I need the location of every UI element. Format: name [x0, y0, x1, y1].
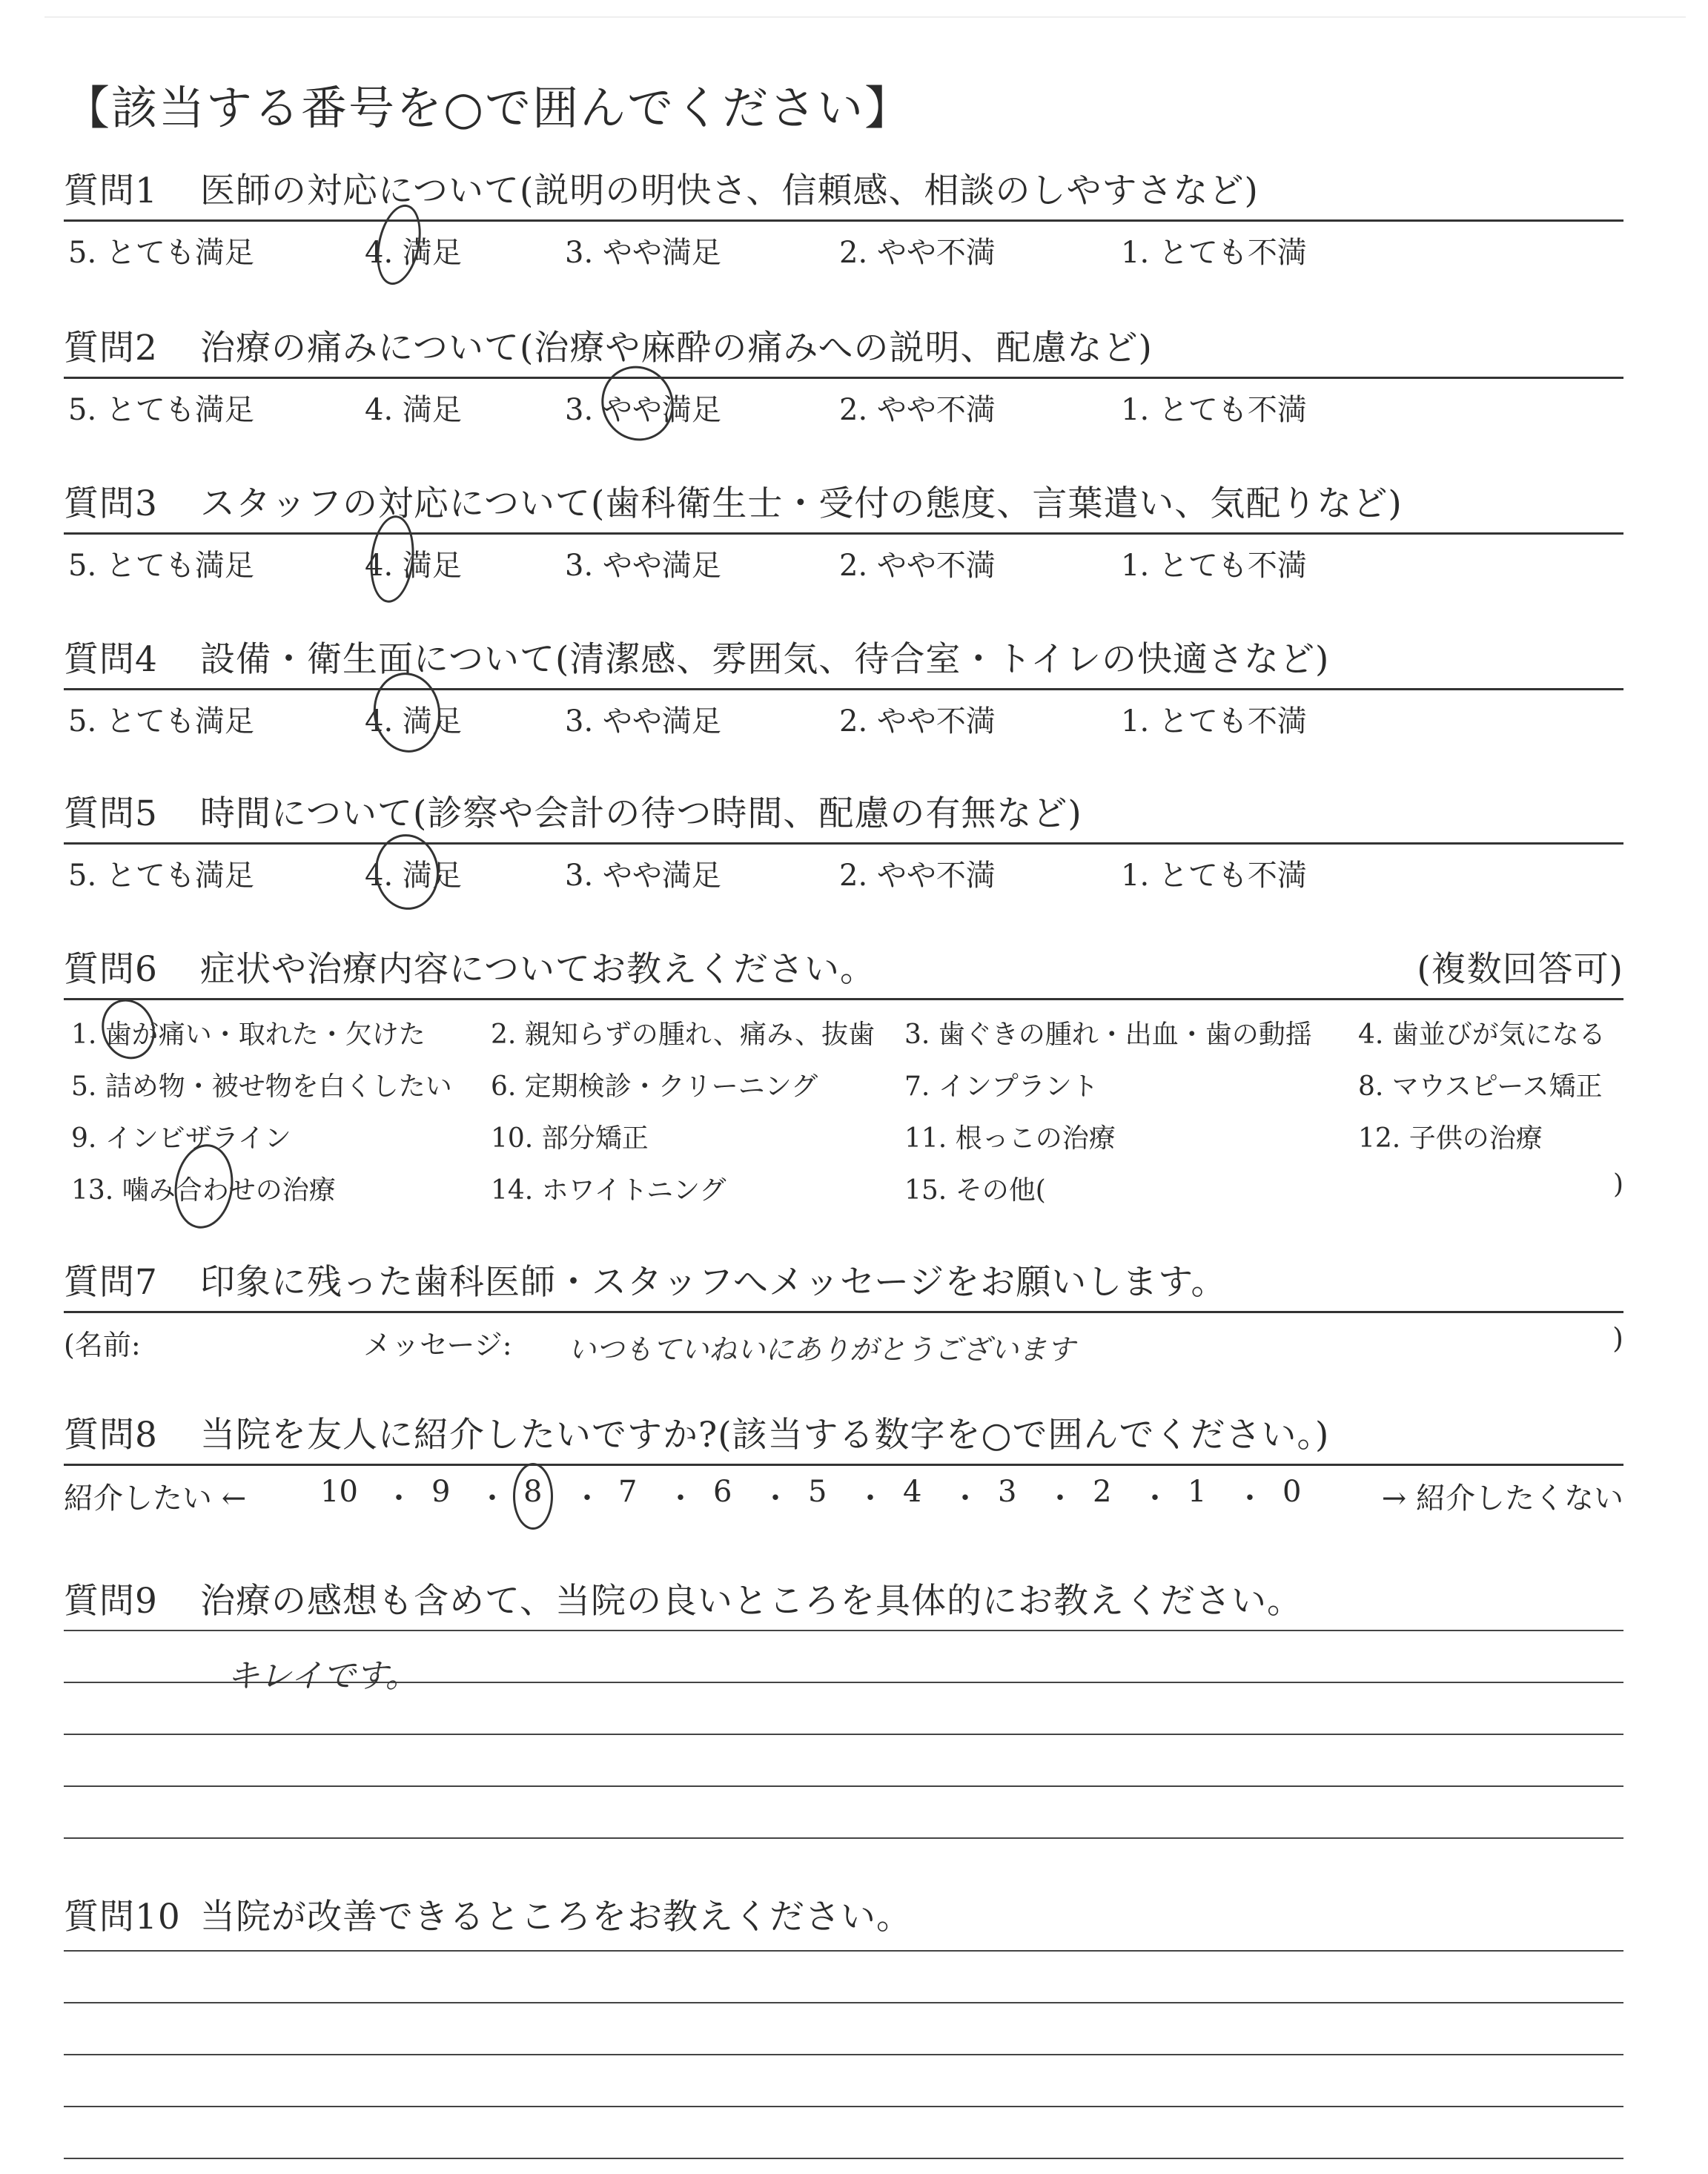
question-6-options [64, 1008, 1623, 1223]
answer-line [64, 2054, 1623, 2106]
question-6-text: 症状や治療内容についてお教えください。 [200, 949, 876, 990]
scale-dot: ・ [477, 1481, 507, 1516]
option-5[interactable]: 5. とても満足 [68, 859, 254, 893]
option-3[interactable]: 3. やや満足 [565, 236, 721, 270]
option-15-other[interactable]: 15. その他( [904, 1175, 1046, 1206]
answer-lines [64, 1950, 1623, 2174]
option-5[interactable]: 5. とても満足 [68, 236, 254, 270]
multiple-answers-note: (複数回答可) [1417, 949, 1623, 990]
question-4-text: 設備・衛生面について(清潔感、雰囲気、待合室・トイレの快適さなど) [200, 639, 1330, 680]
option-13-bite[interactable]: 13. 噛み合わせの治療 [71, 1175, 336, 1206]
question-10-label: 質問10 [64, 1897, 181, 1937]
option-4[interactable]: 4. 満足 [365, 549, 462, 583]
answer-line [64, 1785, 1623, 1837]
divider [64, 377, 1623, 379]
scale-1[interactable]: 1 [1188, 1475, 1207, 1509]
option-4[interactable]: 4. 満足 [365, 236, 462, 270]
scale-dot: ・ [1140, 1481, 1170, 1516]
question-2-text: 治療の痛みについて(治療や麻酔の痛みへの説明、配慮など) [200, 328, 1153, 369]
option-1[interactable]: 1. とても不満 [1121, 704, 1307, 739]
question-2-options [64, 386, 1623, 431]
answer-line [64, 1837, 1623, 1889]
scale-dot: ・ [572, 1481, 602, 1516]
question-4 [64, 638, 1623, 742]
scale-dot: ・ [950, 1481, 980, 1516]
question-9-text: 治療の感想も含めて、当院の良いところを具体的にお教えください。 [200, 1581, 1303, 1622]
scale-4[interactable]: 4 [903, 1475, 922, 1509]
question-6 [64, 948, 1623, 1223]
option-3[interactable]: 3. やや満足 [565, 393, 721, 427]
question-4-label: 質問4 [64, 639, 158, 680]
question-7 [64, 1261, 1623, 1374]
message-close-paren: ) [1612, 1322, 1623, 1355]
question-1 [64, 169, 1623, 274]
question-5-options [64, 852, 1623, 896]
question-5-text: 時間について(診察や会計の待つ時間、配慮の有無など) [200, 793, 1082, 834]
option-5[interactable]: 5. とても満足 [68, 549, 254, 583]
option-3-gums[interactable]: 3. 歯ぐきの腫れ・出血・歯の動揺 [904, 1020, 1312, 1050]
scale-left-label: 紹介したい ← [64, 1481, 247, 1516]
option-3[interactable]: 3. やや満足 [565, 704, 721, 739]
option-2[interactable]: 2. やや不満 [839, 859, 996, 893]
question-6-label: 質問6 [64, 949, 158, 990]
question-1-options [64, 229, 1623, 274]
question-8 [64, 1413, 1623, 1519]
option-2[interactable]: 2. やや不満 [839, 704, 996, 739]
option-9-invisalign[interactable]: 9. インビザライン [71, 1123, 291, 1154]
scale-10[interactable]: 10 [320, 1475, 358, 1509]
question-8-text: 当院を友人に紹介したいですか?(該当する数字を○で囲んでください。) [200, 1415, 1330, 1456]
scale-dot: ・ [1045, 1481, 1075, 1516]
message-row [64, 1322, 1623, 1374]
scale-6[interactable]: 6 [713, 1475, 732, 1509]
question-10 [64, 1895, 1623, 2174]
question-4-options [64, 698, 1623, 742]
scale-dot: ・ [761, 1481, 790, 1516]
option-3[interactable]: 3. やや満足 [565, 859, 721, 893]
selection-circle-mark [370, 200, 428, 288]
option-1[interactable]: 1. とても不満 [1121, 859, 1307, 893]
option-8-mouthpiece[interactable]: 8. マウスピース矯正 [1358, 1071, 1603, 1102]
option-5-white-fillings[interactable]: 5. 詰め物・被せ物を白くしたい [71, 1071, 452, 1102]
form-title: 【該当する番号を○で囲んでください】 [64, 81, 913, 135]
option-2[interactable]: 2. やや不満 [839, 549, 996, 583]
answer-line [64, 1950, 1623, 2002]
option-4[interactable]: 4. 満足 [365, 704, 462, 739]
option-7-implant[interactable]: 7. インプラント [904, 1071, 1099, 1102]
scale-dot: ・ [384, 1481, 414, 1516]
question-1-text: 医師の対応について(説明の明快さ、信頼感、相談のしやすさなど) [200, 171, 1259, 211]
question-9-label: 質問9 [64, 1581, 158, 1622]
option-4[interactable]: 4. 満足 [365, 859, 462, 893]
option-2-wisdom-teeth[interactable]: 2. 親知らずの腫れ、痛み、抜歯 [491, 1020, 875, 1050]
scale-right-label: → 紹介したくない [1381, 1481, 1623, 1516]
scale-dot: ・ [855, 1481, 885, 1516]
message-handwritten[interactable]: いつもていねいにありがとうございます [568, 1333, 1076, 1366]
question-3-text: スタッフの対応について(歯科衛生士・受付の態度、言葉遣い、気配りなど) [200, 483, 1403, 524]
option-2[interactable]: 2. やや不満 [839, 236, 996, 270]
top-edge-line [44, 16, 1686, 18]
divider [64, 1311, 1623, 1313]
option-1[interactable]: 1. とても不満 [1121, 549, 1307, 583]
scale-5[interactable]: 5 [808, 1475, 827, 1509]
selection-circle-mark [93, 992, 163, 1067]
question-7-text: 印象に残った歯科医師・スタッフへメッセージをお願いします。 [200, 1262, 1227, 1303]
question-1-label: 質問1 [64, 171, 158, 211]
recommend-scale [64, 1475, 1623, 1519]
question-7-label: 質問7 [64, 1262, 158, 1303]
scale-7[interactable]: 7 [618, 1475, 638, 1509]
selection-circle-mark [366, 513, 418, 604]
option-11-root-canal[interactable]: 11. 根っこの治療 [904, 1123, 1116, 1154]
option-3[interactable]: 3. やや満足 [565, 549, 721, 583]
message-label: メッセージ: [363, 1329, 512, 1361]
answer-line [64, 2106, 1623, 2158]
option-4-alignment[interactable]: 4. 歯並びが気になる [1358, 1020, 1606, 1050]
scale-0[interactable]: 0 [1282, 1475, 1302, 1509]
divider [64, 219, 1623, 222]
question-3 [64, 482, 1623, 587]
other-close-paren: ) [1612, 1169, 1623, 1200]
answer-line [64, 2002, 1623, 2054]
scale-2[interactable]: 2 [1093, 1475, 1112, 1509]
option-6-checkup-cleaning[interactable]: 6. 定期検診・クリーニング [491, 1071, 818, 1102]
scale-3[interactable]: 3 [998, 1475, 1017, 1509]
answer-handwritten[interactable]: キレイです。 [227, 1657, 418, 1695]
option-5[interactable]: 5. とても満足 [68, 704, 254, 739]
option-1[interactable]: 1. とても不満 [1121, 236, 1307, 270]
option-10-partial-ortho[interactable]: 10. 部分矯正 [491, 1123, 649, 1154]
selection-circle-mark [513, 1463, 553, 1530]
option-5[interactable]: 5. とても満足 [68, 393, 254, 427]
question-2-label: 質問2 [64, 328, 158, 369]
scale-dot: ・ [1235, 1481, 1265, 1516]
option-4[interactable]: 4. 満足 [365, 393, 462, 427]
answer-line [64, 2158, 1623, 2174]
option-14-whitening[interactable]: 14. ホワイトニング [491, 1175, 726, 1206]
name-label: (名前: [64, 1329, 141, 1361]
option-12-pediatric[interactable]: 12. 子供の治療 [1358, 1123, 1543, 1154]
divider [64, 688, 1623, 690]
question-5 [64, 792, 1623, 896]
scale-dot: ・ [666, 1481, 695, 1516]
question-2 [64, 326, 1623, 431]
question-8-label: 質問8 [64, 1415, 158, 1456]
divider [64, 998, 1623, 1000]
option-1-toothache[interactable]: 1. 歯が痛い・取れた・欠けた [71, 1020, 426, 1050]
answer-line [64, 1734, 1623, 1785]
scale-9[interactable]: 9 [431, 1475, 451, 1509]
question-3-label: 質問3 [64, 483, 158, 524]
divider [64, 1464, 1623, 1466]
scale-8[interactable]: 8 [523, 1475, 543, 1509]
question-10-text: 当院が改善できるところをお教えください。 [200, 1897, 912, 1937]
divider [64, 842, 1623, 845]
option-1[interactable]: 1. とても不満 [1121, 393, 1307, 427]
divider [64, 532, 1623, 535]
question-9 [64, 1579, 1623, 1889]
answer-lines [64, 1630, 1623, 1889]
option-2[interactable]: 2. やや不満 [839, 393, 996, 427]
question-5-label: 質問5 [64, 793, 158, 834]
question-3-options [64, 542, 1623, 587]
